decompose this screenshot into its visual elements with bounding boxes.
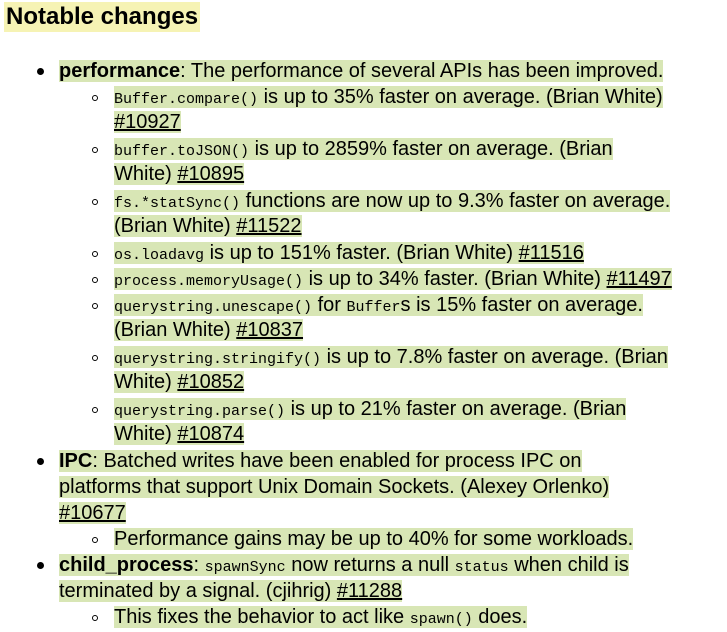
author: (Brian White) (114, 215, 231, 237)
sub-bullet (92, 147, 98, 153)
list-item-cont (114, 370, 244, 395)
list-item (114, 605, 527, 632)
sub-bullet (92, 95, 98, 101)
list-item-cont (59, 475, 609, 500)
ipc-line2: platforms that support Unix Domain Sockets. (59, 476, 461, 498)
list-item (114, 293, 643, 320)
author: White) (114, 423, 172, 445)
list-item-ipc (59, 449, 582, 474)
sub-bullet (92, 277, 98, 283)
bullet (37, 562, 44, 569)
list-item-child-process (59, 553, 629, 580)
pr-link[interactable]: #11288 (336, 580, 403, 602)
list-item-performance (59, 59, 663, 84)
child-process-title: child_process (59, 554, 194, 576)
item-text: functions are now up to 9.3% faster on average. (240, 190, 671, 212)
list-item-cont (114, 214, 302, 239)
code: querystring.stringify() (114, 351, 322, 368)
item-text: is up to 35% faster on average. (258, 86, 546, 108)
list-item (114, 527, 633, 552)
sub-bullet (92, 303, 98, 309)
cp-sub: This fixes the behavior to act like (114, 606, 410, 628)
item-text: is up to 21% faster on average. (285, 398, 573, 420)
author: White) (114, 371, 172, 393)
cp-text: when child is (508, 554, 629, 576)
list-item-cont (114, 110, 181, 135)
author: (Brian (572, 398, 627, 420)
author: (Brian White) (114, 319, 231, 341)
item-text: s is 15% faster on average. (400, 294, 643, 316)
list-item (114, 397, 626, 424)
pr-link[interactable]: #10852 (177, 371, 245, 393)
list-item-cont (59, 501, 126, 526)
code: Buffer (346, 299, 401, 316)
bullet (37, 68, 44, 75)
code: spawn() (409, 611, 473, 628)
list-item (114, 267, 672, 294)
item-text: is up to 151% faster. (204, 242, 397, 264)
item-text: is up to 7.8% faster on average. (321, 346, 615, 368)
cp-text: : (193, 554, 205, 576)
list-item-cont (114, 422, 244, 447)
author: (Alexey Orlenko) (460, 476, 610, 498)
list-item-cont (114, 162, 244, 187)
cp-sub: does. (472, 606, 528, 628)
code: os.loadavg (114, 247, 205, 264)
list-item-cont (114, 318, 303, 343)
list-item-cont (59, 579, 402, 604)
author: (Brian White) (396, 242, 514, 264)
performance-title: performance (59, 60, 181, 82)
sub-bullet (92, 199, 98, 205)
code: querystring.parse() (114, 403, 286, 420)
pr-link[interactable]: #10874 (177, 423, 245, 445)
pr-link[interactable]: #10927 (114, 111, 181, 133)
ipc-title: IPC (59, 450, 93, 472)
pr-link[interactable]: #11522 (236, 215, 302, 237)
item-text: is up to 34% faster. (303, 268, 485, 290)
sub-bullet (92, 251, 98, 257)
code: buffer.toJSON() (114, 143, 250, 160)
pr-link[interactable]: #10677 (59, 502, 126, 524)
item-text: is up to 2859% faster on average. (249, 138, 560, 160)
pr-link[interactable]: #10895 (177, 163, 245, 185)
sub-bullet (92, 537, 98, 543)
list-item (114, 85, 663, 112)
code: fs.*statSync() (114, 195, 241, 212)
sub-bullet (92, 615, 98, 621)
author: (Brian White) (545, 86, 663, 108)
code: spawnSync (204, 559, 286, 576)
pr-link[interactable]: #11516 (518, 242, 584, 264)
cp-line2: terminated by a signal. (59, 580, 266, 602)
bullet (37, 458, 44, 465)
list-item (114, 137, 613, 164)
author: White) (114, 163, 172, 185)
cp-text: now returns a null (285, 554, 455, 576)
author: (Brian (559, 138, 613, 160)
list-item (114, 241, 584, 268)
list-item (114, 189, 670, 216)
list-item (114, 345, 668, 372)
author: (Brian (614, 346, 668, 368)
code: status (454, 559, 509, 576)
pr-link[interactable]: #11497 (606, 268, 672, 290)
page-title: Notable changes (6, 3, 199, 30)
sub-bullet (92, 407, 98, 413)
item-text: for (312, 294, 347, 316)
performance-desc: : The performance of several APIs has been improved. (180, 60, 664, 82)
code: Buffer.compare() (114, 91, 259, 108)
code: process.memoryUsage() (114, 273, 304, 290)
code: querystring.unescape() (114, 299, 313, 316)
author: (Brian White) (484, 268, 601, 290)
author: (cjihrig) (265, 580, 332, 602)
ipc-line1: : Batched writes have been enabled for process IPC on (92, 450, 582, 472)
ipc-sub: Performance gains may be up to 40% for some workloads. (114, 528, 634, 550)
pr-link[interactable]: #10837 (236, 319, 304, 341)
sub-bullet (92, 355, 98, 361)
